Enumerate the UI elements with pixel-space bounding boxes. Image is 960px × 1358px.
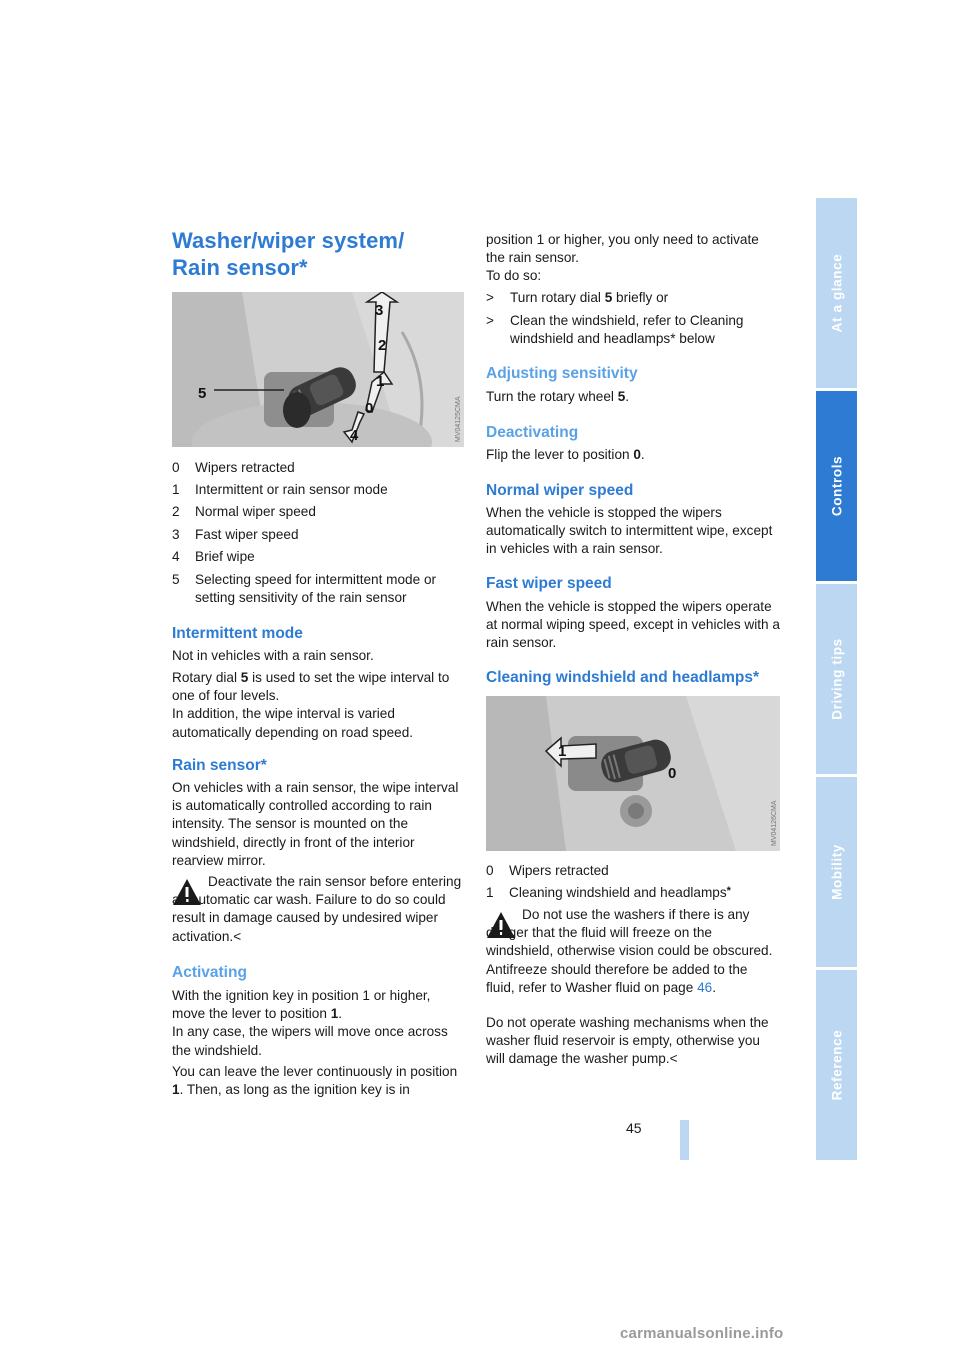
- figure-code: MV04125CMA: [455, 396, 462, 442]
- legend-item-5: 5 Selecting speed for intermittent mode or setting sensitivity of the rain sensor: [172, 572, 437, 606]
- fast-wiper-p: When the vehicle is stopped the wipers operate at normal wiping speed, except in vehicles with a rain sensor.: [486, 599, 780, 651]
- activating-p2-c-left: . Then, as long as the ignition key is in: [179, 1082, 410, 1098]
- page-number: 45: [626, 1120, 642, 1136]
- heading-fast-wiper-speed: Fast wiper speed: [486, 575, 612, 592]
- continued-text: position 1 or higher, you only need to activate the rain sensor.: [486, 232, 759, 266]
- tab-at-a-glance[interactable]: At a glance: [816, 198, 857, 388]
- intermittent-p2: Rotary dial 5 is used to set the wipe interval to one of four levels. In addition, the wipe interval is varied automatically depending on road speed.: [172, 670, 450, 740]
- rain-sensor-warning: Deactivate the rain sensor before entering an automatic car wash. Failure to do so could result in damage caused by undesired wiper activation.<: [172, 874, 462, 944]
- heading-normal-wiper-speed: Normal wiper speed: [486, 482, 634, 499]
- heading-rain-sensor: Rain sensor*: [172, 757, 267, 774]
- washer-lever-illustration: [486, 696, 780, 851]
- wiper-lever-illustration: [172, 292, 464, 447]
- activating-p2-continued: position 1 or higher, you only need to activate the rain sensor. To do so:: [486, 232, 759, 284]
- bullet-turn-dial: > Turn rotary dial 5 briefly or: [486, 290, 669, 305]
- activating-p1: With the ignition key in position 1 or higher, move the lever to position 1. In any case, the wipers will move once across the windshield.: [172, 988, 448, 1058]
- heading-deactivating: Deactivating: [486, 424, 579, 441]
- page-number-bar: [680, 1120, 689, 1160]
- tab-driving-tips[interactable]: Driving tips: [816, 584, 857, 774]
- title-line-1: Washer/wiper system/: [172, 228, 405, 253]
- legend-item-3: 3 Fast wiper speed: [172, 527, 299, 542]
- tab-mobility[interactable]: Mobility: [816, 777, 857, 967]
- activating-p2-a: You can leave the lever continuously in position: [172, 1064, 458, 1079]
- washer-warning: Do not use the washers if there is any danger that the fluid will freeze on the windshield, otherwise vision could be obscured. Antifreeze should therefore be added to the fluid, refer to Washer fluid on page 46.: [486, 907, 773, 995]
- activating-p2-b: 1: [172, 1082, 180, 1098]
- tab-controls[interactable]: Controls: [816, 391, 857, 581]
- sensitivity-p: Turn the rotary wheel 5.: [486, 389, 630, 404]
- washer-warning-2: Do not operate washing mechanisms when the washer fluid reservoir is empty, otherwise you will damage the washer pump.<: [486, 1015, 769, 1067]
- callout-0: 0: [668, 765, 677, 782]
- washer-lever-figure: [486, 696, 780, 851]
- heading-cleaning-windshield: Cleaning windshield and headlamps*: [486, 669, 760, 686]
- heading-adjusting-sensitivity: Adjusting sensitivity: [486, 365, 638, 382]
- callout-3: 3: [375, 302, 384, 319]
- title-line-2: Rain sensor*: [172, 255, 308, 280]
- legend-item-1: 1 Intermittent or rain sensor mode: [172, 482, 388, 497]
- callout-1: 1: [376, 373, 385, 390]
- heading-activating: Activating: [172, 964, 247, 981]
- tab-reference[interactable]: Reference: [816, 970, 857, 1160]
- wiper-lever-figure: [172, 292, 464, 447]
- legend-item-4: 4 Brief wipe: [172, 549, 255, 564]
- callout-2: 2: [378, 337, 387, 354]
- intermittent-p1: Not in vehicles with a rain sensor.: [172, 648, 374, 663]
- legend-item-0: 0 Wipers retracted: [172, 460, 295, 475]
- callout-4: 4: [350, 427, 359, 444]
- page-title: [172, 227, 472, 281]
- legend-item-2: 2 Normal wiper speed: [172, 504, 316, 519]
- watermark: carmanualsonline.info: [620, 1325, 784, 1342]
- callout-0: 0: [365, 400, 374, 417]
- normal-wiper-p: When the vehicle is stopped the wipers automatically switch to intermittent wipe, except in vehicles with a rain sensor.: [486, 505, 773, 557]
- deactivating-p: Flip the lever to position 0.: [486, 447, 645, 462]
- callout-5: 5: [198, 385, 207, 402]
- bullet-clean-windshield: > Clean the windshield, refer to Cleaning windshield and headlamps* below: [486, 313, 744, 347]
- legend2-item-0: 0 Wipers retracted: [486, 863, 609, 878]
- legend2-item-1: 1 Cleaning windshield and headlamps*: [486, 885, 731, 900]
- section-sidebar: [816, 198, 857, 1160]
- rain-sensor-p1: On vehicles with a rain sensor, the wipe interval is automatically controlled according to rain intensity. The sensor is mounted on the windshield, directly in front of the interior rearview mirror.: [172, 780, 459, 868]
- figure-code: MV04126CMA: [771, 800, 778, 846]
- activating-p2-start: [172, 1063, 464, 1099]
- heading-intermittent-mode: Intermittent mode: [172, 625, 303, 642]
- page-46-link[interactable]: 46: [697, 979, 713, 995]
- callout-1: 1: [558, 743, 567, 760]
